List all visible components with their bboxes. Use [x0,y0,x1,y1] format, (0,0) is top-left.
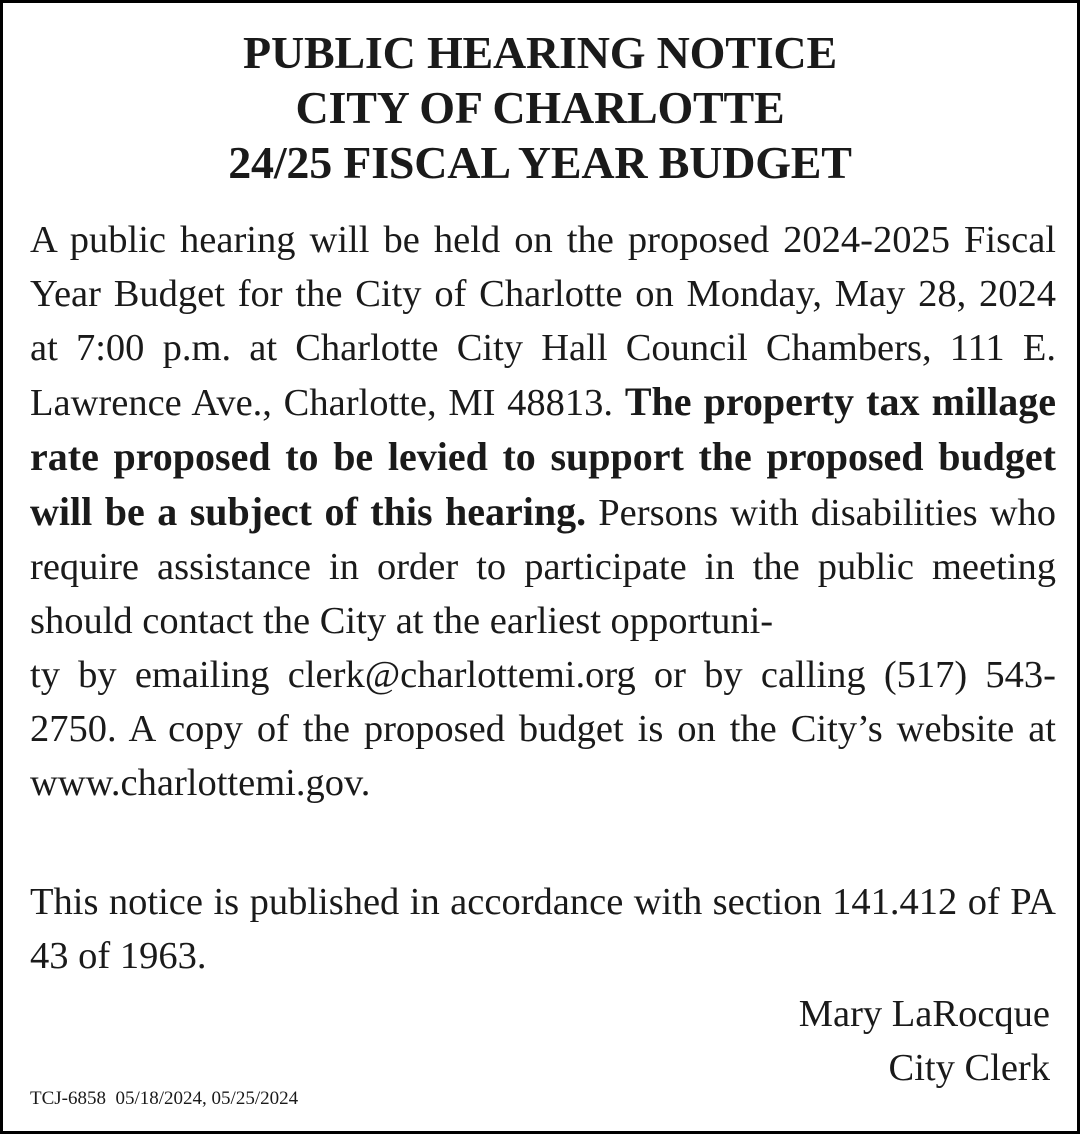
notice-heading [3,25,1077,190]
legal-authority-paragraph: This notice is published in accordance with section 141.412 of PA 43 of 1963. [30,881,1056,977]
clerk-name: Mary LaRocque [798,993,1050,1035]
hearing-intro-text: A public hearing will be held on the proposed 2024-2025 Fiscal Year Budget for the City of Charlotte on Monday, May 28, 2024 at 7:00 p.m. at Charlotte City Hall Council Chambers, 111 E. Lawrence Ave., Charlotte, MI 48813. [30,219,1056,424]
heading-line-1: PUBLIC HEARING NOTICE [243,27,837,78]
signature-block [799,987,1050,1095]
accessibility-text: Persons with disabilities who require assistance in order to participate in the public meeting should contact the City at the earliest opportuni- [30,492,1057,642]
hearing-details-paragraph [30,213,1056,810]
publication-reference: TCJ-6858 05/18/2024, 05/25/2024 [30,1088,299,1109]
contact-and-website-text: ty by emailing clerk@charlottemi.org or by calling (517) 543-2750. A copy of the proposed budget is on the City’s website at www.charlottemi.gov. [30,654,1056,804]
heading-line-3: 24/25 FISCAL YEAR BUDGET [228,137,852,188]
clerk-title: City Clerk [888,1047,1050,1089]
heading-line-2: CITY OF CHARLOTTE [295,82,785,133]
millage-statement: The property tax millage rate proposed to be levied to support the proposed budget will be a subject of this hearing. [30,379,1056,534]
